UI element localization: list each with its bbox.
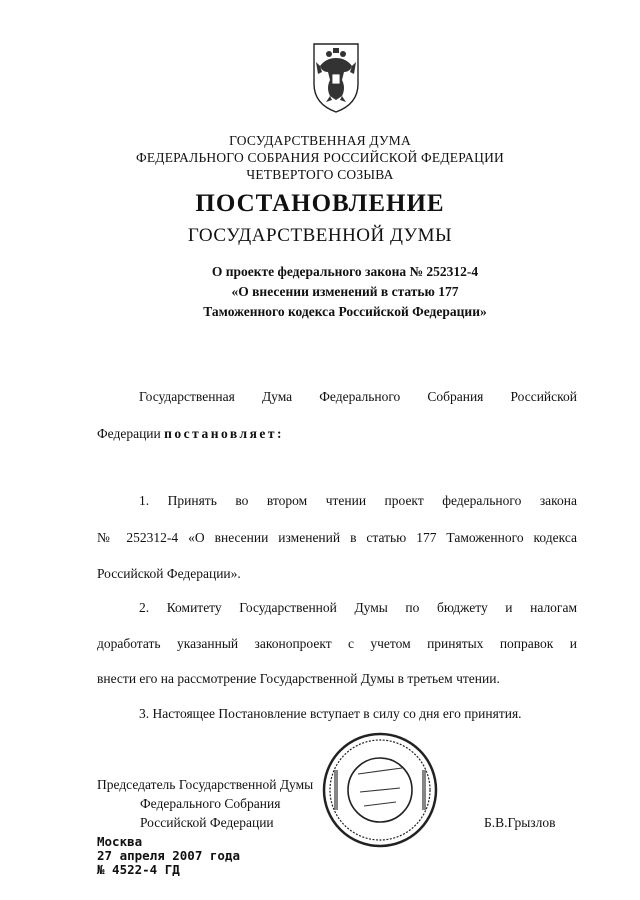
signatory-name: Б.В.Грызлов [484, 815, 556, 830]
preamble-start: Федерации [97, 426, 161, 441]
item-3-line-1: 3. Настоящее Постановление вступает в силу со дня его принятия. [139, 706, 522, 721]
preamble-decree-word: постановляет: [164, 426, 285, 441]
signature-position-line-2: Федерального Собрания [140, 796, 281, 811]
official-round-stamp [320, 730, 440, 850]
footer-date: 27 апреля 2007 года [97, 848, 240, 863]
footer-number: № 4522-4 ГД [97, 862, 180, 877]
preamble-line-1: Государственная Дума Федерального Собрания Российской [139, 389, 577, 404]
header-line-1: ГОСУДАРСТВЕННАЯ ДУМА [229, 133, 411, 148]
document-subtitle: ГОСУДАРСТВЕННОЙ ДУМЫ [187, 225, 453, 246]
item-2-line-3: внести его на рассмотрение Государственной Думы в третьем чтении. [97, 671, 500, 686]
signature-position-line-1: Председатель Государственной Думы [97, 777, 314, 792]
item-1-line-3: Российской Федерации». [97, 566, 241, 581]
item-1-line-1: 1. Принять во втором чтении проект федерального закона [139, 493, 577, 508]
header-line-2: ФЕДЕРАЛЬНОГО СОБРАНИЯ РОССИЙСКОЙ ФЕДЕРАЦИИ [136, 150, 504, 165]
subject-line-2: «О внесении изменений в статью 177 [231, 284, 459, 299]
header-line-3: ЧЕТВЕРТОГО СОЗЫВА [246, 167, 394, 182]
item-2-line-2: доработать указанный законопроект с учетом принятых поправок и [97, 636, 577, 651]
preamble-line-2 [97, 426, 284, 442]
signature-position-line-3: Российской Федерации [140, 815, 274, 830]
subject-line-3: Таможенного кодекса Российской Федерации» [203, 304, 487, 319]
subject-line-1: О проекте федерального закона № 252312-4 [211, 264, 479, 279]
coat-of-arms-emblem [300, 36, 372, 116]
footer-city: Москва [97, 834, 143, 849]
item-2-line-1: 2. Комитету Государственной Думы по бюджету и налогам [139, 600, 577, 615]
item-1-line-2: № 252312-4 «О внесении изменений в статью 177 Таможенного кодекса [97, 530, 577, 545]
document-title: ПОСТАНОВЛЕНИЕ [195, 190, 445, 217]
